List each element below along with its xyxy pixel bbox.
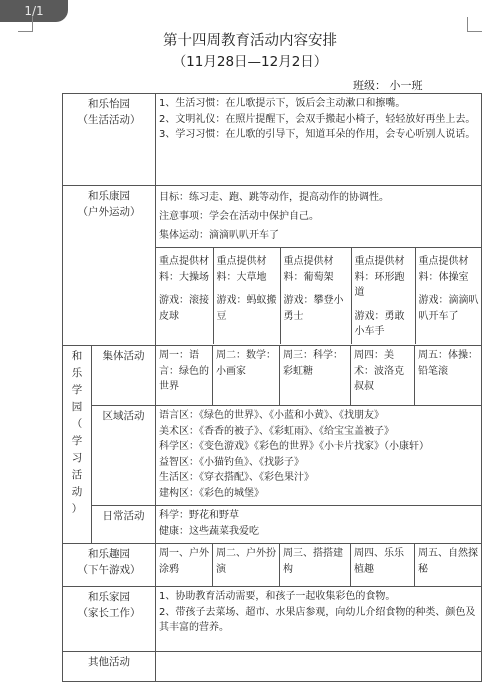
outdoor-group-sport: 集体运动：滴滴叭叭开车了 [159,230,279,241]
group-activity-wed: 周三：科学：彩虹糖 [280,346,351,406]
area-activity-line: 益智区：《小猫钓鱼》、《找影子》 [159,456,304,468]
area-activity-line: 科学区：《变色游戏》《彩色的世界》《小卡片找家》（小康轩） [159,441,429,452]
area-activity-content [156,406,482,506]
outdoor-label [63,186,156,346]
outdoor-goal: 目标：练习走、跑、跳等动作，提高动作的协调性。 [159,192,389,203]
page-title: 第十四周教育活动内容安排 [163,33,337,49]
row-daily-life [63,94,482,186]
daily-life-line: 1、生活习惯：在儿歌提示下，饭后会主动漱口和擦嘴。 [159,98,406,109]
schedule-table [62,93,482,682]
daily-activity-label: 日常活动 [92,506,156,544]
area-activity-label: 区域活动 [92,406,156,506]
learning-label-char: （ [71,418,83,430]
group-activity-fri: 周五：体操：铅笔滚 [415,346,482,406]
row-other [63,652,482,682]
learning-label [63,346,92,544]
row-learning-group [63,346,482,406]
games-thu: 周四、乐乐植趣 [351,544,415,587]
outdoor-material-day5 [415,248,482,344]
row-family [63,587,482,652]
games-label-name: 和乐趣园 [88,548,130,560]
daily-life-label-name: 和乐怡园 [88,98,130,110]
family-line: 2、带孩子去菜场、超市、水果店参观，向幼儿介绍食物的种类、颜色及其丰富的营养。 [159,606,476,633]
material-text: 重点提供材料：葡萄架 [283,256,334,283]
outdoor-material-day4 [351,248,415,344]
games-fri: 周五、自然探秘 [415,544,482,587]
row-outdoor [63,186,482,346]
daily-life-content [156,94,482,186]
page-subtitle: （11月28日—12月2日） [172,54,328,70]
material-text: 重点提供材料：大草地 [216,256,267,283]
learning-label-char: 学 [71,435,83,447]
row-games [63,544,482,587]
daily-activity-line: 健康：这些蔬菜我爱吃 [159,525,259,537]
family-line: 1、协助教育活动需要，和孩子一起收集彩色的食物。 [159,591,396,602]
daily-activity-content [156,506,482,544]
group-activity-label: 集体活动 [92,346,156,406]
outdoor-label-type: （户外运动） [77,206,141,219]
area-activity-line: 美术区：《香香的被子》、《彩虹雨》、《给宝宝盖被子》 [159,425,394,437]
daily-activity-line: 科学：野花和野草 [159,510,239,521]
area-activity-line: 语言区：《绿色的世界》、《小蓝和小黄》、《找朋友》 [159,410,384,421]
game-text: 游戏：攀登小勇士 [283,295,344,322]
game-text: 游戏：滚接皮球 [159,295,209,322]
outdoor-materials-grid [156,248,482,344]
family-label-type: （家长工作） [77,607,141,620]
material-text: 重点提供材料：大操场 [159,256,209,283]
daily-life-line: 3、学习习惯：在儿歌的引导下，知道耳朵的作用，会专心听别人说话。 [159,129,476,140]
area-activity-line: 生活区：《穿衣搭配》、《彩色果汁》 [159,472,314,483]
family-content [156,587,482,652]
game-text: 游戏：蚂蚁搬豆 [216,295,277,322]
daily-life-label-type: （生活活动） [77,114,141,127]
class-value: 小一班 [389,79,423,92]
outdoor-label-name: 和乐康园 [88,190,130,202]
daily-life-label [63,94,156,186]
learning-label-char: 学 [71,384,83,396]
daily-life-line: 2、文明礼仪：在照片提醒下，会双手搬起小椅子，轻轻放好再坐上去。 [159,113,476,125]
outdoor-material-day2 [213,248,280,344]
learning-label-char: 园 [71,401,83,413]
row-learning-area [63,406,482,506]
outdoor-note: 注意事项：学会在活动中保护自己。 [159,211,319,222]
learning-label-char: 和 [71,350,83,362]
games-mon: 周一、户外涂鸦 [156,544,213,587]
group-activity-mon: 周一：语言：绿色的世界 [156,346,213,406]
learning-label-char: 动 [71,486,83,498]
outdoor-material-day3 [280,248,351,344]
group-activity-thu: 周四：美术：波洛克叔叔 [351,346,415,406]
family-label-name: 和乐家园 [88,591,130,603]
material-text: 重点提供材料：环形跑道 [354,256,405,298]
game-text: 游戏：勇敢小车手 [354,310,405,337]
area-activity-line: 建构区：《彩色的城堡》 [159,487,264,499]
games-tue: 周二、户外扮演 [213,544,280,587]
other-label: 其他活动 [63,652,156,682]
games-label [63,544,156,587]
page-indicator: 1/1 [0,0,68,22]
outdoor-content [156,186,482,346]
material-text: 重点提供材料：体操室 [418,256,469,283]
family-label [63,587,156,652]
games-wed: 周三、搭搭建构 [280,544,351,587]
other-content [156,652,482,682]
outdoor-material-day1 [156,248,213,344]
game-text: 游戏：滴滴叭叭开车了 [418,295,479,322]
group-activity-tue: 周二：数学：小画家 [213,346,280,406]
row-learning-daily [63,506,482,544]
learning-label-char: ） [71,503,83,515]
learning-label-char: 活 [71,469,83,481]
learning-label-char: 乐 [71,367,83,379]
games-label-type: （下午游戏） [77,564,141,577]
class-label: 班级： [353,79,386,92]
class-info [353,77,423,93]
learning-label-char: 习 [71,452,83,464]
